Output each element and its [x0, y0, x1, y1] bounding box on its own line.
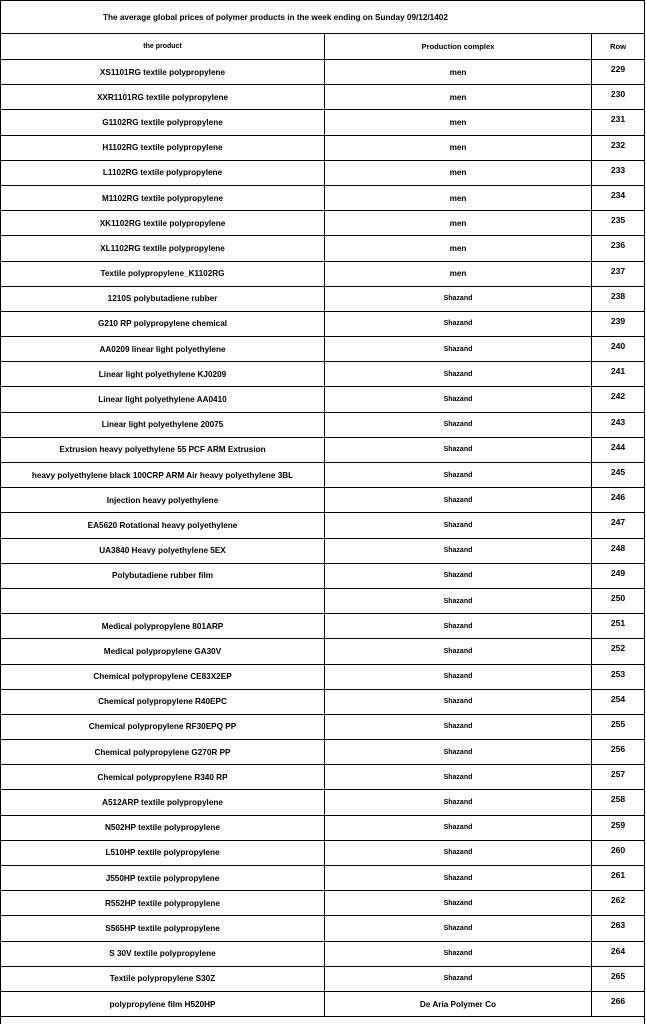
- table-row: [1, 161, 644, 186]
- table-row: [1, 564, 644, 589]
- complex-cell: Shazand: [325, 715, 592, 740]
- table-row: [1, 589, 644, 614]
- complex-cell: Shazand: [325, 337, 592, 362]
- table-row: [1, 60, 644, 85]
- product-cell: S 30V textile polypropylene: [1, 942, 325, 967]
- product-cell: L510HP textile polypropylene: [1, 841, 325, 866]
- row-number-cell: 230: [592, 85, 644, 110]
- row-number-cell: 232: [592, 136, 644, 161]
- product-cell: Chemical polypropylene G270R PP: [1, 740, 325, 765]
- table-row: [1, 513, 644, 538]
- table-row: [1, 413, 644, 438]
- complex-cell: men: [325, 211, 592, 236]
- product-cell: S565HP textile polypropylene: [1, 916, 325, 941]
- product-cell: Injection heavy polyethylene: [1, 488, 325, 513]
- table-row: [1, 841, 644, 866]
- complex-cell: men: [325, 110, 592, 135]
- complex-cell: Shazand: [325, 614, 592, 639]
- row-number-cell: 245: [592, 463, 644, 488]
- complex-cell: men: [325, 186, 592, 211]
- row-number-cell: 234: [592, 186, 644, 211]
- complex-cell: De Aria Polymer Co: [325, 992, 592, 1017]
- product-cell: G210 RP polypropylene chemical: [1, 312, 325, 337]
- complex-cell: Shazand: [325, 539, 592, 564]
- row-number-cell: 266: [592, 992, 644, 1017]
- complex-cell: men: [325, 60, 592, 85]
- row-number-cell: 254: [592, 690, 644, 715]
- row-number-cell: 238: [592, 287, 644, 312]
- row-number-cell: 249: [592, 564, 644, 589]
- row-number-cell: 260: [592, 841, 644, 866]
- complex-cell: men: [325, 161, 592, 186]
- product-cell: UA3840 Heavy polyethylene 5EX: [1, 539, 325, 564]
- complex-cell: Shazand: [325, 362, 592, 387]
- table-row: [1, 715, 644, 740]
- product-cell: heavy polyethylene black 100CRP ARM Air heavy polyethylene 3BL: [1, 463, 325, 488]
- table-row: [1, 866, 644, 891]
- complex-cell: Shazand: [325, 841, 592, 866]
- table-row: [1, 211, 644, 236]
- product-cell: Medical polypropylene 801ARP: [1, 614, 325, 639]
- product-cell: Linear light polyethylene KJ0209: [1, 362, 325, 387]
- table-row: [1, 262, 644, 287]
- product-cell: AA0209 linear light polyethylene: [1, 337, 325, 362]
- row-number-cell: 240: [592, 337, 644, 362]
- row-number-cell: 251: [592, 614, 644, 639]
- product-cell: XS1101RG textile polypropylene: [1, 60, 325, 85]
- table-row: [1, 110, 644, 135]
- row-number-cell: 252: [592, 639, 644, 664]
- row-number-cell: 229: [592, 60, 644, 85]
- product-cell: Medical polypropylene GA30V: [1, 639, 325, 664]
- product-cell: Chemical polypropylene CE83X2EP: [1, 665, 325, 690]
- product-cell: J550HP textile polypropylene: [1, 866, 325, 891]
- row-number-cell: 250: [592, 589, 644, 614]
- product-cell: Chemical polypropylene RF30EPQ PP: [1, 715, 325, 740]
- table-row: [1, 186, 644, 211]
- table-row: [1, 438, 644, 463]
- product-cell: N502HP textile polypropylene: [1, 816, 325, 841]
- product-cell: Textile polypropylene_K1102RG: [1, 262, 325, 287]
- complex-cell: men: [325, 85, 592, 110]
- table-row: [1, 639, 644, 664]
- table-row: [1, 665, 644, 690]
- complex-cell: Shazand: [325, 438, 592, 463]
- complex-cell: Shazand: [325, 488, 592, 513]
- complex-cell: Shazand: [325, 866, 592, 891]
- row-number-cell: 235: [592, 211, 644, 236]
- product-cell: Chemical polypropylene R40EPC: [1, 690, 325, 715]
- complex-cell: Shazand: [325, 891, 592, 916]
- table-row: [1, 765, 644, 790]
- row-number-cell: 243: [592, 413, 644, 438]
- product-cell: 1210S polybutadiene rubber: [1, 287, 325, 312]
- row-number-cell: 264: [592, 942, 644, 967]
- product-cell: EA5620 Rotational heavy polyethylene: [1, 513, 325, 538]
- product-cell: R552HP textile polypropylene: [1, 891, 325, 916]
- product-cell: polypropylene film H520HP: [1, 992, 325, 1017]
- row-number-cell: 261: [592, 866, 644, 891]
- table-row: [1, 488, 644, 513]
- table-row: [1, 136, 644, 161]
- table-row: [1, 740, 644, 765]
- complex-cell: men: [325, 136, 592, 161]
- table-row: [1, 312, 644, 337]
- table-row: [1, 942, 644, 967]
- complex-cell: Shazand: [325, 765, 592, 790]
- table-row: [1, 967, 644, 992]
- row-number-cell: 247: [592, 513, 644, 538]
- row-number-cell: 239: [592, 312, 644, 337]
- row-number-cell: 237: [592, 262, 644, 287]
- row-number-cell: 242: [592, 387, 644, 412]
- complex-cell: Shazand: [325, 463, 592, 488]
- table-row: [1, 85, 644, 110]
- table-row: [1, 891, 644, 916]
- product-cell: Chemical polypropylene R340 RP: [1, 765, 325, 790]
- row-number-cell: 265: [592, 967, 644, 992]
- row-number-cell: 262: [592, 891, 644, 916]
- table-row: [1, 790, 644, 815]
- row-number-cell: 233: [592, 161, 644, 186]
- complex-cell: Shazand: [325, 816, 592, 841]
- table-row: [1, 337, 644, 362]
- table-row: [1, 816, 644, 841]
- product-cell: [1, 589, 325, 614]
- complex-cell: Shazand: [325, 287, 592, 312]
- table-row: [1, 463, 644, 488]
- row-number-cell: 253: [592, 665, 644, 690]
- row-number-cell: 263: [592, 916, 644, 941]
- product-cell: M1102RG textile polypropylene: [1, 186, 325, 211]
- table-row: [1, 992, 644, 1017]
- product-cell: Textile polypropylene S30Z: [1, 967, 325, 992]
- column-header-product: the product: [1, 34, 325, 60]
- row-number-cell: 259: [592, 816, 644, 841]
- complex-cell: Shazand: [325, 639, 592, 664]
- complex-cell: Shazand: [325, 564, 592, 589]
- column-header-row: Row: [592, 34, 644, 60]
- product-cell: L1102RG textile polypropylene: [1, 161, 325, 186]
- table-row: [1, 362, 644, 387]
- complex-cell: Shazand: [325, 312, 592, 337]
- complex-cell: men: [325, 262, 592, 287]
- product-cell: Polybutadiene rubber film: [1, 564, 325, 589]
- complex-cell: Shazand: [325, 916, 592, 941]
- row-number-cell: 248: [592, 539, 644, 564]
- complex-cell: Shazand: [325, 942, 592, 967]
- product-cell: H1102RG textile polypropylene: [1, 136, 325, 161]
- table-header: [1, 34, 644, 60]
- product-cell: G1102RG textile polypropylene: [1, 110, 325, 135]
- table-body: [1, 60, 644, 1017]
- product-cell: Linear light polyethylene AA0410: [1, 387, 325, 412]
- table-row: [1, 614, 644, 639]
- complex-cell: Shazand: [325, 790, 592, 815]
- product-cell: Linear light polyethylene 20075: [1, 413, 325, 438]
- table-row: [1, 287, 644, 312]
- complex-cell: Shazand: [325, 413, 592, 438]
- complex-cell: Shazand: [325, 387, 592, 412]
- row-number-cell: 241: [592, 362, 644, 387]
- product-cell: Extrusion heavy polyethylene 55 PCF ARM Extrusion: [1, 438, 325, 463]
- product-cell: A512ARP textile polypropylene: [1, 790, 325, 815]
- row-number-cell: 236: [592, 236, 644, 261]
- row-number-cell: 246: [592, 488, 644, 513]
- row-number-cell: 255: [592, 715, 644, 740]
- row-number-cell: 244: [592, 438, 644, 463]
- product-cell: XL1102RG textile polypropylene: [1, 236, 325, 261]
- complex-cell: Shazand: [325, 740, 592, 765]
- row-number-cell: 231: [592, 110, 644, 135]
- table-row: [1, 539, 644, 564]
- table-title: The average global prices of polymer products in the week ending on Sunday 09/12/1402: [1, 0, 644, 34]
- row-number-cell: 258: [592, 790, 644, 815]
- table-row: [1, 387, 644, 412]
- table-row: [1, 916, 644, 941]
- table-row: [1, 236, 644, 261]
- row-number-cell: 257: [592, 765, 644, 790]
- product-cell: XK1102RG textile polypropylene: [1, 211, 325, 236]
- complex-cell: Shazand: [325, 513, 592, 538]
- complex-cell: Shazand: [325, 690, 592, 715]
- product-cell: XXR1101RG textile polypropylene: [1, 85, 325, 110]
- complex-cell: Shazand: [325, 665, 592, 690]
- table-row: [1, 690, 644, 715]
- complex-cell: Shazand: [325, 967, 592, 992]
- column-header-complex: Production complex: [325, 34, 592, 60]
- complex-cell: Shazand: [325, 589, 592, 614]
- complex-cell: men: [325, 236, 592, 261]
- row-number-cell: 256: [592, 740, 644, 765]
